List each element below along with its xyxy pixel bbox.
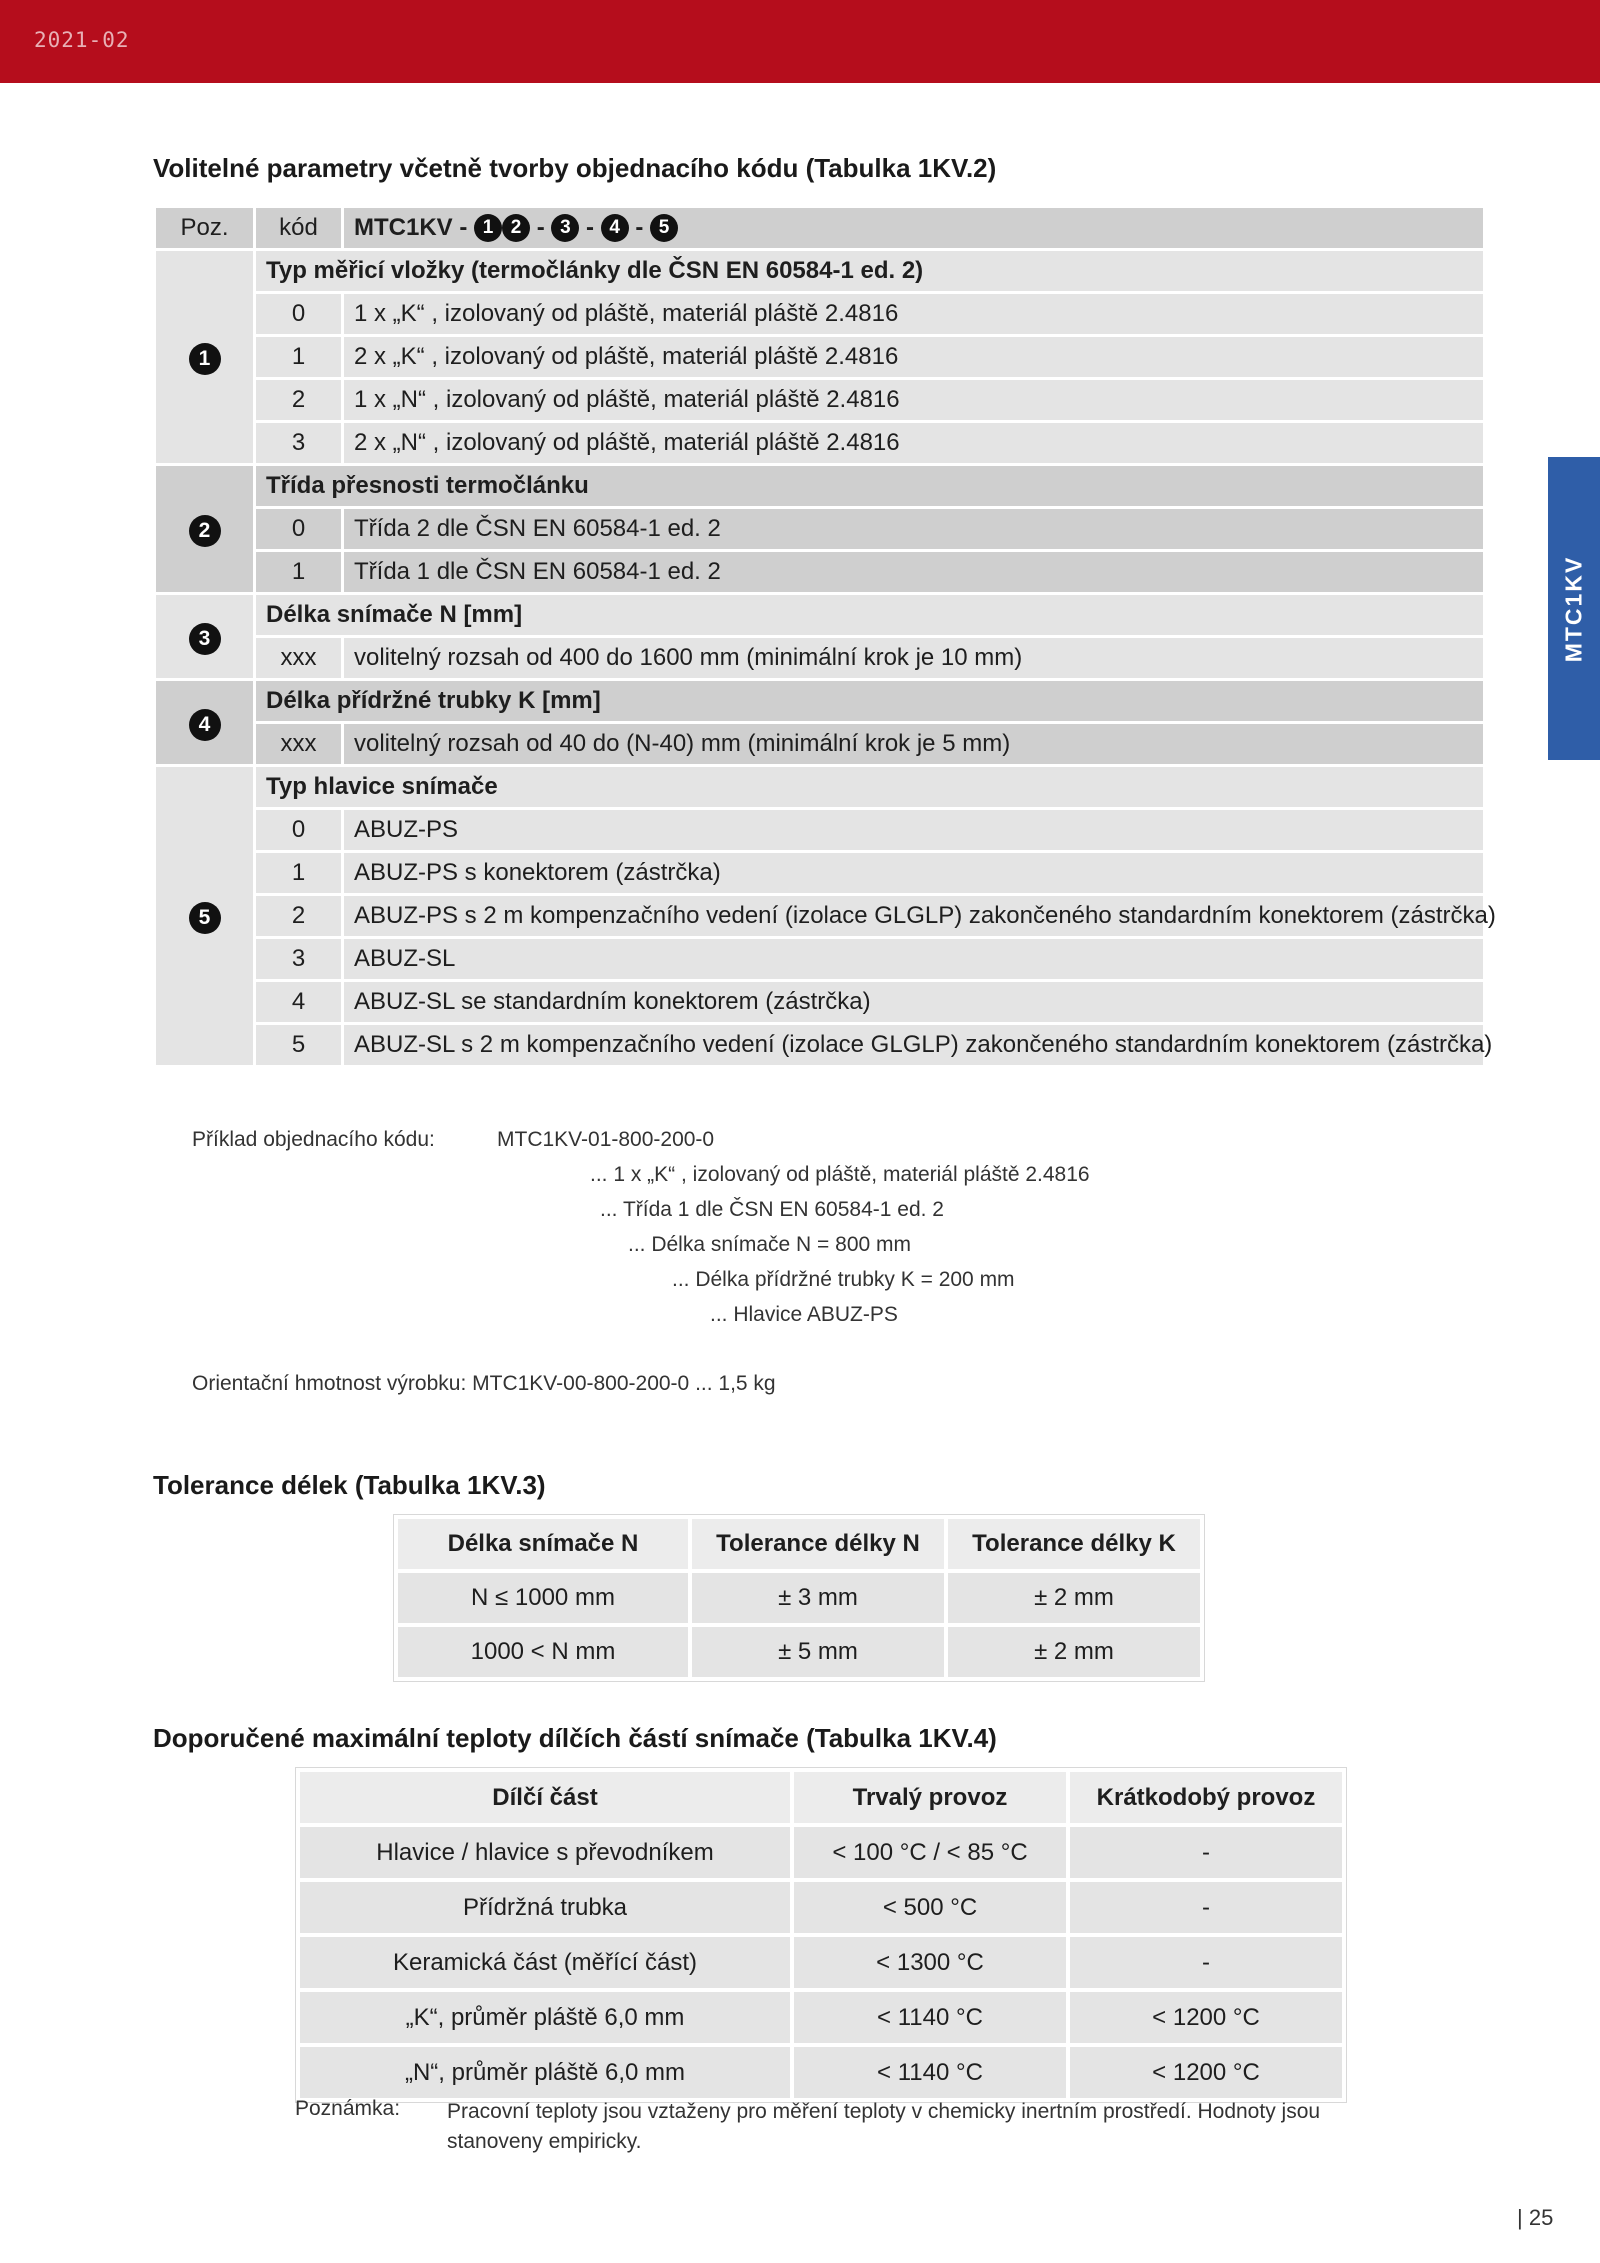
- table-cell: ± 2 mm: [948, 1573, 1200, 1623]
- table-cell: N ≤ 1000 mm: [398, 1573, 688, 1623]
- marker-4: 4: [601, 214, 629, 242]
- table-cell: < 500 °C: [794, 1882, 1066, 1933]
- table-cell: < 1200 °C: [1070, 2047, 1342, 2098]
- side-tab: [1548, 457, 1600, 760]
- option-text: volitelný rozsah od 400 do 1600 mm (minimální krok je 10 mm): [344, 638, 1483, 678]
- option-text: 2 x „N“ , izolovaný od pláště, materiál pláště 2.4816: [344, 423, 1483, 463]
- position-marker-4: 4: [189, 709, 221, 741]
- table-header-cell: Krátkodobý provoz: [1070, 1772, 1342, 1823]
- section-title: Délka přídržné trubky K [mm]: [256, 681, 1483, 721]
- table-header-cell: Trvalý provoz: [794, 1772, 1066, 1823]
- table-cell: -: [1070, 1937, 1342, 1988]
- option-code: 2: [256, 896, 341, 936]
- option-code: xxx: [256, 724, 341, 764]
- table-row: [156, 939, 1483, 979]
- position-marker: [156, 251, 253, 463]
- table-row: [156, 337, 1483, 377]
- table-row: [156, 1025, 1483, 1065]
- table-row: [300, 2047, 1342, 2098]
- position-marker: [156, 595, 253, 678]
- option-code: 0: [256, 810, 341, 850]
- length-tolerance-table: [393, 1514, 1205, 1682]
- table-cell: -: [1070, 1882, 1342, 1933]
- table-row: [156, 982, 1483, 1022]
- order-code-pattern: [344, 208, 1483, 248]
- table-cell: < 1200 °C: [1070, 1992, 1342, 2043]
- option-code: xxx: [256, 638, 341, 678]
- section-header-row: [156, 251, 1483, 291]
- marker-2: 2: [502, 214, 530, 242]
- table-cell: ± 3 mm: [692, 1573, 944, 1623]
- table-row: [156, 509, 1483, 549]
- table-cell: < 1140 °C: [794, 1992, 1066, 2043]
- option-code: 3: [256, 939, 341, 979]
- position-marker-1: 1: [189, 343, 221, 375]
- option-code: 5: [256, 1025, 341, 1065]
- header-bar: [0, 0, 1600, 83]
- table-row: [300, 1827, 1342, 1878]
- table-cell: Hlavice / hlavice s převodníkem: [300, 1827, 790, 1878]
- table-row: [156, 853, 1483, 893]
- example-line: ... Třída 1 dle ČSN EN 60584-1 ed. 2: [600, 1198, 944, 1221]
- table-cell: Přídržná trubka: [300, 1882, 790, 1933]
- example-line: ... Délka snímače N = 800 mm: [628, 1233, 912, 1256]
- code-sep: -: [536, 213, 545, 241]
- option-text: volitelný rozsah od 40 do (N-40) mm (minimální krok je 5 mm): [344, 724, 1483, 764]
- table-cell: -: [1070, 1827, 1342, 1878]
- option-code: 1: [256, 337, 341, 377]
- marker-3: 3: [551, 214, 579, 242]
- table-cell: < 100 °C / < 85 °C: [794, 1827, 1066, 1878]
- position-marker: [156, 681, 253, 764]
- table-header-row: [398, 1519, 1200, 1569]
- example-line: ... Délka přídržné trubky K = 200 mm: [672, 1268, 1015, 1291]
- option-text: ABUZ-SL se standardním konektorem (zástrčka): [344, 982, 1483, 1022]
- table-header-cell: Délka snímače N: [398, 1519, 688, 1569]
- table-cell: ± 2 mm: [948, 1627, 1200, 1677]
- table-row: [156, 294, 1483, 334]
- option-text: ABUZ-PS: [344, 810, 1483, 850]
- option-text: 1 x „K“ , izolovaný od pláště, materiál pláště 2.4816: [344, 294, 1483, 334]
- table-row: [300, 1992, 1342, 2043]
- example-line: ... 1 x „K“ , izolovaný od pláště, materiál pláště 2.4816: [590, 1163, 1090, 1186]
- section-header-row: [156, 595, 1483, 635]
- option-code: 3: [256, 423, 341, 463]
- header-date: 2021-02: [34, 28, 130, 52]
- table-header-row: [300, 1772, 1342, 1823]
- table-row: [156, 724, 1483, 764]
- code-prefix: MTC1KV -: [354, 213, 468, 241]
- option-code: 1: [256, 552, 341, 592]
- option-text: ABUZ-SL: [344, 939, 1483, 979]
- position-marker-2: 2: [189, 515, 221, 547]
- option-text: 2 x „K“ , izolovaný od pláště, materiál pláště 2.4816: [344, 337, 1483, 377]
- table-header-cell: Dílčí část: [300, 1772, 790, 1823]
- marker-1: 1: [474, 214, 502, 242]
- table-header-cell: Tolerance délky N: [692, 1519, 944, 1569]
- table-header-cell: Tolerance délky K: [948, 1519, 1200, 1569]
- option-code: 2: [256, 380, 341, 420]
- page-number: | 25: [1517, 2205, 1554, 2230]
- table-row: [398, 1627, 1200, 1677]
- table4-title: Doporučené maximální teploty dílčích částí snímače (Tabulka 1KV.4): [153, 1723, 997, 1753]
- col-pos-header: Poz.: [156, 208, 253, 248]
- table-cell: „N“, průměr pláště 6,0 mm: [300, 2047, 790, 2098]
- code-sep: -: [635, 213, 644, 241]
- section-header-row: [156, 466, 1483, 506]
- table-row: [156, 423, 1483, 463]
- option-code: 0: [256, 294, 341, 334]
- option-code: 4: [256, 982, 341, 1022]
- table-row: [156, 896, 1483, 936]
- section-title: Délka snímače N [mm]: [256, 595, 1483, 635]
- table-cell: < 1140 °C: [794, 2047, 1066, 2098]
- option-text: ABUZ-PS s konektorem (zástrčka): [344, 853, 1483, 893]
- table-row: [300, 1937, 1342, 1988]
- table3-title: Tolerance délek (Tabulka 1KV.3): [153, 1470, 546, 1500]
- order-code-table: [153, 205, 1496, 1068]
- table-row: [156, 552, 1483, 592]
- table-cell: „K“, průměr pláště 6,0 mm: [300, 1992, 790, 2043]
- table2-title: Volitelné parametry včetně tvorby objednacího kódu (Tabulka 1KV.2): [153, 153, 997, 183]
- section-title: Typ hlavice snímače: [256, 767, 1483, 807]
- table-row: [300, 1882, 1342, 1933]
- table-cell: 1000 < N mm: [398, 1627, 688, 1677]
- position-marker: [156, 767, 253, 1065]
- table-row: [398, 1573, 1200, 1623]
- option-text: Třída 1 dle ČSN EN 60584-1 ed. 2: [344, 552, 1483, 592]
- table-cell: < 1300 °C: [794, 1937, 1066, 1988]
- table-cell: ± 5 mm: [692, 1627, 944, 1677]
- option-text: 1 x „N“ , izolovaný od pláště, materiál pláště 2.4816: [344, 380, 1483, 420]
- max-temperature-table: [295, 1767, 1347, 2103]
- weight-note: Orientační hmotnost výrobku: MTC1KV-00-800-200-0 ... 1,5 kg: [192, 1372, 776, 1395]
- col-code-header: kód: [256, 208, 341, 248]
- position-marker: [156, 466, 253, 592]
- code-sep: -: [586, 213, 595, 241]
- note-text: Pracovní teploty jsou vztaženy pro měření teploty v chemicky inertním prostředí. Hodnoty jsou stanoveny empiricky.: [447, 2100, 1321, 2153]
- option-code: 0: [256, 509, 341, 549]
- table-row: [156, 810, 1483, 850]
- example-line: ... Hlavice ABUZ-PS: [710, 1303, 898, 1326]
- note-label: Poznámka:: [295, 2097, 401, 2120]
- table-row: [156, 638, 1483, 678]
- marker-5: 5: [650, 214, 678, 242]
- option-text: ABUZ-SL s 2 m kompenzačního vedení (izolace GLGLP) zakončeného standardním konektorem (zástrčka): [344, 1025, 1483, 1065]
- example-label: Příklad objednacího kódu:: [192, 1128, 435, 1151]
- table-row: [156, 380, 1483, 420]
- position-marker-3: 3: [189, 623, 221, 655]
- option-code: 1: [256, 853, 341, 893]
- section-title: Třída přesnosti termočlánku: [256, 466, 1483, 506]
- position-marker-5: 5: [189, 902, 221, 934]
- section-title: Typ měřicí vložky (termočlánky dle ČSN EN 60584-1 ed. 2): [256, 251, 1483, 291]
- example-code: MTC1KV-01-800-200-0: [497, 1128, 715, 1151]
- side-tab-label: MTC1KV: [1560, 555, 1587, 662]
- option-text: ABUZ-PS s 2 m kompenzačního vedení (izolace GLGLP) zakončeného standardním konektorem (zástrčka): [344, 896, 1483, 936]
- table-header-row: [156, 208, 1483, 248]
- option-text: Třída 2 dle ČSN EN 60584-1 ed. 2: [344, 509, 1483, 549]
- section-header-row: [156, 681, 1483, 721]
- section-header-row: [156, 767, 1483, 807]
- table-cell: Keramická část (měřící část): [300, 1937, 790, 1988]
